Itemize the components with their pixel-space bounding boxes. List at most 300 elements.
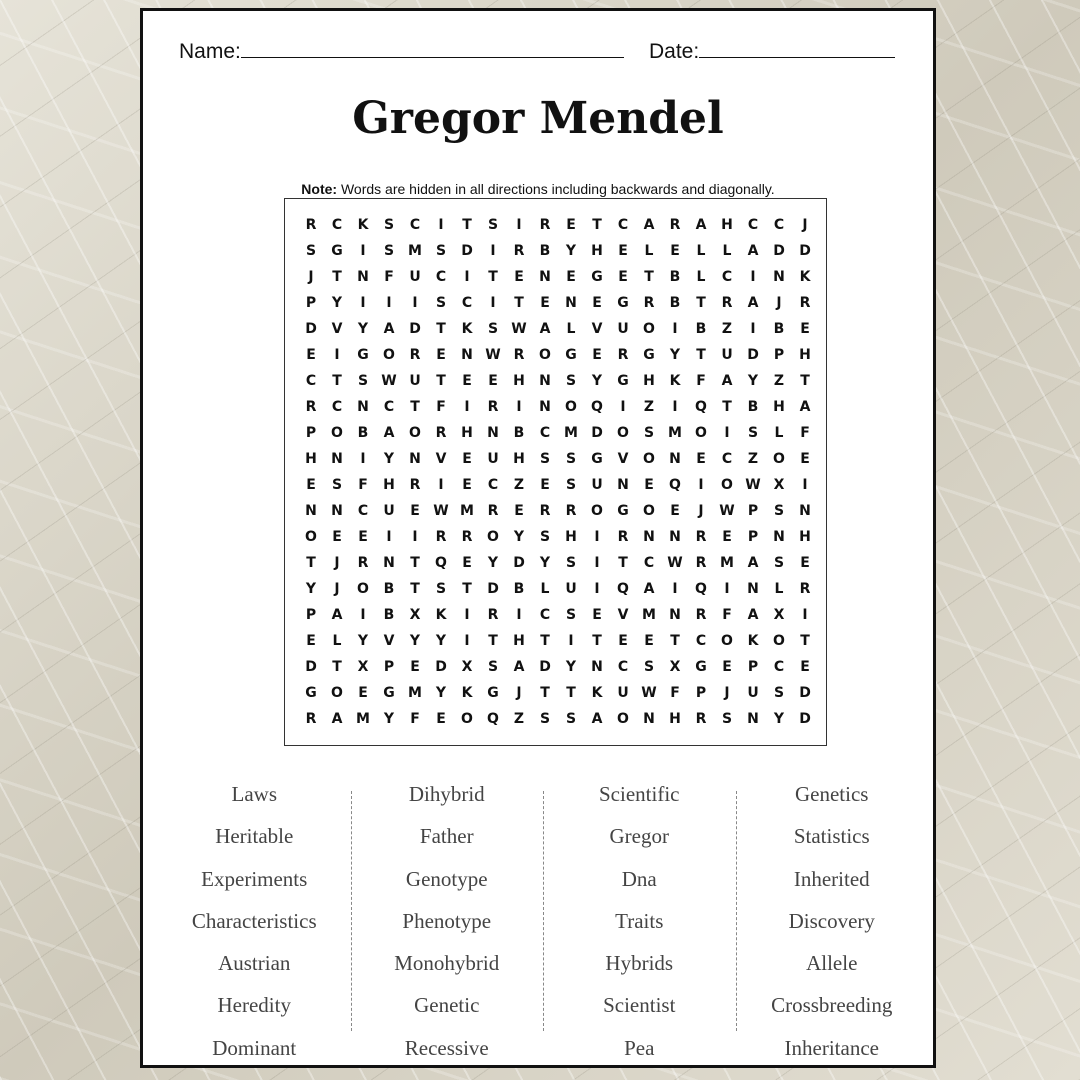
word-list-item: Heredity	[217, 993, 291, 1018]
grid-letter: A	[643, 581, 655, 597]
grid-letter: D	[487, 581, 499, 597]
grid-letter: P	[305, 295, 317, 311]
grid-letter: M	[408, 243, 422, 259]
grid-letter: I	[360, 451, 366, 467]
grid-letter: I	[594, 529, 600, 545]
grid-letter: A	[539, 321, 551, 337]
grid-letter: E	[358, 529, 368, 545]
word-list-item: Characteristics	[191, 908, 317, 933]
grid-letter: R	[487, 503, 499, 519]
grid-letter: C	[539, 607, 551, 623]
grid-letter: T	[566, 685, 576, 701]
grid-letter: E	[540, 477, 550, 493]
grid-letter: S	[565, 555, 577, 571]
word-list-item: Austrian	[218, 951, 291, 976]
name-blank-line	[241, 39, 624, 58]
word-list-item: Inherited	[793, 866, 870, 891]
grid-letter: X	[461, 659, 473, 675]
grid-letter: K	[357, 217, 369, 233]
grid-letter: K	[591, 685, 603, 701]
grid-letter: N	[487, 425, 499, 441]
grid-letter: F	[722, 607, 732, 623]
grid-letter: G	[591, 451, 603, 467]
grid-letter: E	[306, 477, 316, 493]
grid-letter: O	[331, 685, 343, 701]
word-column	[736, 773, 929, 1069]
grid-letter: R	[695, 711, 707, 727]
grid-letter: M	[564, 425, 578, 441]
grid-letter: E	[462, 477, 472, 493]
word-list-item: Discovery	[788, 908, 875, 933]
grid-letter: A	[591, 711, 603, 727]
grid-letter: I	[438, 477, 444, 493]
grid-letter: A	[383, 321, 395, 337]
grid-letter: G	[617, 373, 629, 389]
grid-letter: S	[331, 477, 343, 493]
grid-letter: A	[747, 607, 759, 623]
grid-letter: L	[774, 425, 784, 441]
grid-letter: U	[617, 685, 629, 701]
word-list-item: Hybrids	[605, 951, 674, 976]
grid-letter: E	[514, 269, 524, 285]
grid-letter: E	[306, 347, 316, 363]
grid-letter: S	[435, 581, 447, 597]
grid-letter: N	[357, 399, 369, 415]
grid-letter: I	[412, 529, 418, 545]
grid-letter: V	[435, 451, 447, 467]
grid-letter: N	[331, 451, 343, 467]
grid-letter: U	[565, 581, 577, 597]
grid-letter: M	[408, 685, 422, 701]
grid-letter: H	[513, 451, 525, 467]
grid-letter: R	[617, 529, 629, 545]
grid-letter: O	[617, 425, 629, 441]
grid-letter: T	[462, 581, 472, 597]
grid-letter: Y	[435, 685, 447, 701]
grid-letter: F	[670, 685, 680, 701]
grid-letter: I	[490, 243, 496, 259]
grid-letter: G	[617, 503, 629, 519]
grid-letter: J	[516, 685, 522, 701]
grid-letter: X	[409, 607, 421, 623]
grid-letter: E	[592, 295, 602, 311]
word-list-item: Inheritance	[784, 1035, 879, 1060]
grid-letter: O	[695, 425, 707, 441]
word-list-item: Gregor	[609, 824, 669, 849]
grid-letter: D	[513, 555, 525, 571]
grid-letter: E	[514, 503, 524, 519]
grid-letter: B	[539, 243, 551, 259]
grid-letter: N	[305, 503, 317, 519]
grid-letter: R	[695, 555, 707, 571]
grid-letter: T	[592, 633, 602, 649]
grid-letter: E	[410, 503, 420, 519]
grid-letter: H	[565, 529, 577, 545]
grid-letter: O	[539, 347, 551, 363]
grid-letter: V	[331, 321, 343, 337]
grid-letter: E	[800, 555, 810, 571]
word-list-item: Genetic	[414, 993, 480, 1018]
grid-letter: R	[565, 503, 577, 519]
grid-letter: T	[800, 373, 810, 389]
grid-letter: J	[308, 269, 314, 285]
grid-letter: F	[384, 269, 394, 285]
grid-letter: L	[540, 581, 550, 597]
grid-letter: I	[750, 269, 756, 285]
grid-letter: Q	[591, 399, 603, 415]
grid-letter: R	[435, 529, 447, 545]
grid-letter: I	[620, 399, 626, 415]
grid-letter: Y	[357, 633, 369, 649]
grid-letter: N	[565, 295, 577, 311]
grid-letter: O	[721, 633, 733, 649]
grid-letter: Y	[669, 347, 681, 363]
grid-letter: E	[592, 347, 602, 363]
grid-letter: S	[487, 321, 499, 337]
grid-letter: Q	[669, 477, 681, 493]
grid-letter: P	[695, 685, 707, 701]
grid-letter: T	[436, 321, 446, 337]
grid-letter: A	[747, 243, 759, 259]
grid-letter: Z	[643, 399, 655, 415]
grid-letter: I	[594, 581, 600, 597]
name-field	[179, 39, 624, 64]
grid-letter: H	[799, 347, 811, 363]
grid-letter: R	[799, 581, 811, 597]
grid-letter: K	[461, 321, 473, 337]
grid-letter: N	[591, 659, 603, 675]
grid-letter: H	[669, 711, 681, 727]
grid-letter: R	[799, 295, 811, 311]
grid-letter: S	[565, 373, 577, 389]
grid-letter: B	[357, 425, 369, 441]
grid-letter: Y	[305, 581, 317, 597]
grid-letter: O	[357, 581, 369, 597]
word-list-item: Monohybrid	[394, 951, 500, 976]
grid-letter: Z	[721, 321, 733, 337]
grid-letter: D	[461, 243, 473, 259]
grid-letter: E	[722, 659, 732, 675]
grid-letter: R	[539, 217, 551, 233]
grid-letter: S	[773, 685, 785, 701]
grid-letter: R	[409, 347, 421, 363]
grid-letter: L	[774, 581, 784, 597]
grid-letter: H	[721, 217, 733, 233]
grid-letter: Y	[591, 373, 603, 389]
grid-letter: K	[461, 685, 473, 701]
grid-letter: I	[594, 555, 600, 571]
grid-letter: B	[383, 581, 395, 597]
grid-letter: E	[722, 529, 732, 545]
grid-letter: N	[643, 529, 655, 545]
note-label: Note:	[301, 181, 338, 197]
grid-letter: B	[773, 321, 785, 337]
grid-letter: Z	[773, 373, 785, 389]
grid-letter: S	[721, 711, 733, 727]
grid-letter: N	[747, 581, 759, 597]
word-list-item: Laws	[231, 782, 277, 806]
grid-letter: T	[410, 399, 420, 415]
letter-grid	[298, 212, 818, 732]
grid-letter: I	[516, 217, 522, 233]
grid-letter: C	[773, 659, 785, 675]
grid-letter: C	[331, 399, 343, 415]
word-list-item: Traits	[615, 908, 664, 933]
grid-letter: C	[461, 295, 473, 311]
word-list-item: Dna	[621, 866, 657, 891]
grid-letter: O	[591, 503, 603, 519]
grid-letter: C	[331, 217, 343, 233]
grid-letter: E	[462, 555, 472, 571]
grid-letter: D	[305, 659, 317, 675]
grid-letter: C	[487, 477, 499, 493]
grid-letter: S	[539, 711, 551, 727]
grid-letter: A	[643, 217, 655, 233]
grid-letter: I	[386, 529, 392, 545]
grid-letter: S	[565, 477, 577, 493]
grid-letter: T	[722, 399, 732, 415]
grid-letter: Y	[565, 659, 577, 675]
grid-letter: S	[305, 243, 317, 259]
grid-letter: A	[383, 425, 395, 441]
grid-letter: I	[464, 607, 470, 623]
grid-letter: W	[511, 321, 527, 337]
grid-letter: N	[617, 477, 629, 493]
grid-letter: Q	[435, 555, 447, 571]
grid-letter: E	[618, 633, 628, 649]
grid-letter: W	[745, 477, 761, 493]
grid-letter: O	[643, 451, 655, 467]
grid-letter: E	[358, 685, 368, 701]
grid-letter: G	[643, 347, 655, 363]
grid-letter: R	[357, 555, 369, 571]
grid-letter: S	[773, 555, 785, 571]
grid-letter: T	[696, 295, 706, 311]
word-column	[543, 773, 736, 1069]
grid-letter: O	[773, 633, 785, 649]
grid-letter: C	[435, 269, 447, 285]
grid-letter: N	[643, 711, 655, 727]
grid-letter: S	[565, 711, 577, 727]
grid-letter: O	[331, 425, 343, 441]
grid-letter: B	[747, 399, 759, 415]
word-list-item: Crossbreeding	[771, 993, 893, 1018]
grid-letter: S	[773, 503, 785, 519]
grid-letter: L	[696, 269, 706, 285]
grid-letter: S	[487, 217, 499, 233]
grid-letter: Y	[357, 321, 369, 337]
grid-letter: G	[331, 243, 343, 259]
grid-letter: S	[435, 243, 447, 259]
grid-letter: Y	[487, 555, 499, 571]
grid-letter: F	[800, 425, 810, 441]
grid-letter: N	[773, 529, 785, 545]
grid-letter: P	[747, 659, 759, 675]
grid-letter: L	[332, 633, 342, 649]
grid-letter: U	[617, 321, 629, 337]
grid-letter: N	[773, 269, 785, 285]
grid-letter: C	[747, 217, 759, 233]
grid-letter: E	[462, 451, 472, 467]
grid-letter: G	[487, 685, 499, 701]
grid-letter: E	[644, 477, 654, 493]
grid-letter: H	[461, 425, 473, 441]
grid-letter: T	[670, 633, 680, 649]
grid-letter: S	[435, 295, 447, 311]
grid-letter: D	[799, 685, 811, 701]
grid-letter: E	[670, 503, 680, 519]
grid-letter: X	[773, 607, 785, 623]
grid-letter: E	[800, 451, 810, 467]
grid-letter: S	[383, 243, 395, 259]
grid-letter: R	[539, 503, 551, 519]
grid-letter: Q	[617, 581, 629, 597]
word-list-item: Experiments	[201, 866, 308, 891]
grid-letter: O	[305, 529, 317, 545]
grid-letter: W	[667, 555, 683, 571]
grid-letter: H	[799, 529, 811, 545]
word-list-item: Pea	[624, 1035, 655, 1060]
grid-letter: B	[513, 425, 525, 441]
grid-letter: T	[436, 373, 446, 389]
grid-letter: E	[618, 269, 628, 285]
grid-letter: R	[643, 295, 655, 311]
grid-letter: H	[383, 477, 395, 493]
grid-letter: F	[358, 477, 368, 493]
grid-letter: I	[724, 425, 730, 441]
grid-letter: S	[747, 425, 759, 441]
grid-letter: R	[305, 399, 317, 415]
grid-letter: N	[747, 711, 759, 727]
grid-letter: N	[669, 607, 681, 623]
grid-letter: F	[410, 711, 420, 727]
grid-letter: A	[513, 659, 525, 675]
grid-letter: P	[747, 503, 759, 519]
grid-letter: T	[592, 217, 602, 233]
grid-letter: Y	[383, 451, 395, 467]
grid-letter: U	[747, 685, 759, 701]
grid-letter: Y	[383, 711, 395, 727]
grid-letter: N	[539, 373, 551, 389]
grid-letter: J	[698, 503, 704, 519]
grid-letter: U	[409, 269, 421, 285]
grid-letter: C	[409, 217, 421, 233]
grid-letter: G	[591, 269, 603, 285]
grid-letter: W	[485, 347, 501, 363]
grid-letter: Q	[695, 581, 707, 597]
grid-letter: J	[802, 217, 808, 233]
note-text: Words are hidden in all directions including backwards and diagonally.	[337, 181, 775, 197]
grid-letter: T	[540, 633, 550, 649]
grid-letter: H	[513, 373, 525, 389]
grid-letter: G	[357, 347, 369, 363]
grid-letter: A	[747, 295, 759, 311]
grid-letter: C	[617, 659, 629, 675]
grid-letter: C	[617, 217, 629, 233]
grid-letter: D	[591, 425, 603, 441]
grid-letter: G	[617, 295, 629, 311]
word-list-item: Genotype	[405, 866, 488, 891]
grid-letter: Q	[487, 711, 499, 727]
grid-letter: N	[669, 529, 681, 545]
grid-letter: G	[565, 347, 577, 363]
word-list-item: Heritable	[215, 824, 294, 849]
grid-letter: V	[591, 321, 603, 337]
grid-letter: U	[591, 477, 603, 493]
word-list-item: Father	[419, 824, 474, 849]
word-list-item: Statistics	[793, 824, 870, 849]
grid-letter: I	[438, 217, 444, 233]
word-list-item: Allele	[806, 951, 858, 976]
grid-letter: A	[331, 711, 343, 727]
date-label: Date:	[649, 40, 700, 63]
grid-letter: R	[513, 347, 525, 363]
word-list-item: Phenotype	[402, 908, 492, 933]
grid-letter: R	[461, 529, 473, 545]
grid-letter: J	[776, 295, 782, 311]
grid-letter: Z	[747, 451, 759, 467]
grid-letter: N	[539, 269, 551, 285]
grid-letter: I	[672, 581, 678, 597]
grid-letter: D	[799, 243, 811, 259]
grid-letter: G	[305, 685, 317, 701]
grid-letter: W	[641, 685, 657, 701]
grid-letter: E	[618, 243, 628, 259]
grid-letter: R	[513, 243, 525, 259]
grid-letter: E	[800, 321, 810, 337]
date-field	[649, 39, 895, 64]
name-label: Name:	[179, 40, 241, 63]
grid-letter: T	[410, 581, 420, 597]
grid-letter: S	[357, 373, 369, 389]
grid-letter: C	[539, 425, 551, 441]
word-list-item: Recessive	[404, 1035, 489, 1060]
grid-letter: I	[724, 581, 730, 597]
grid-letter: Y	[331, 295, 343, 311]
grid-letter: V	[617, 607, 629, 623]
grid-letter: I	[412, 295, 418, 311]
grid-letter: T	[696, 347, 706, 363]
grid-letter: I	[386, 295, 392, 311]
grid-letter: N	[669, 451, 681, 467]
grid-letter: E	[644, 633, 654, 649]
grid-letter: O	[773, 451, 785, 467]
word-list-item: Dominant	[212, 1035, 297, 1060]
grid-letter: E	[462, 373, 472, 389]
grid-letter: P	[305, 425, 317, 441]
grid-letter: J	[334, 555, 340, 571]
grid-letter: C	[695, 633, 707, 649]
grid-letter: R	[435, 425, 447, 441]
grid-letter: J	[724, 685, 730, 701]
grid-letter: E	[488, 373, 498, 389]
word-list	[158, 773, 928, 1069]
grid-letter: R	[721, 295, 733, 311]
grid-letter: S	[383, 217, 395, 233]
grid-letter: G	[383, 685, 395, 701]
grid-letter: L	[566, 321, 576, 337]
grid-letter: T	[332, 373, 342, 389]
grid-letter: D	[747, 347, 759, 363]
grid-letter: T	[488, 633, 498, 649]
grid-letter: I	[464, 399, 470, 415]
grid-letter: C	[305, 373, 317, 389]
grid-letter: M	[720, 555, 734, 571]
word-list-item: Scientific	[599, 782, 680, 806]
grid-letter: Y	[773, 711, 785, 727]
grid-letter: N	[461, 347, 473, 363]
grid-letter: T	[800, 633, 810, 649]
